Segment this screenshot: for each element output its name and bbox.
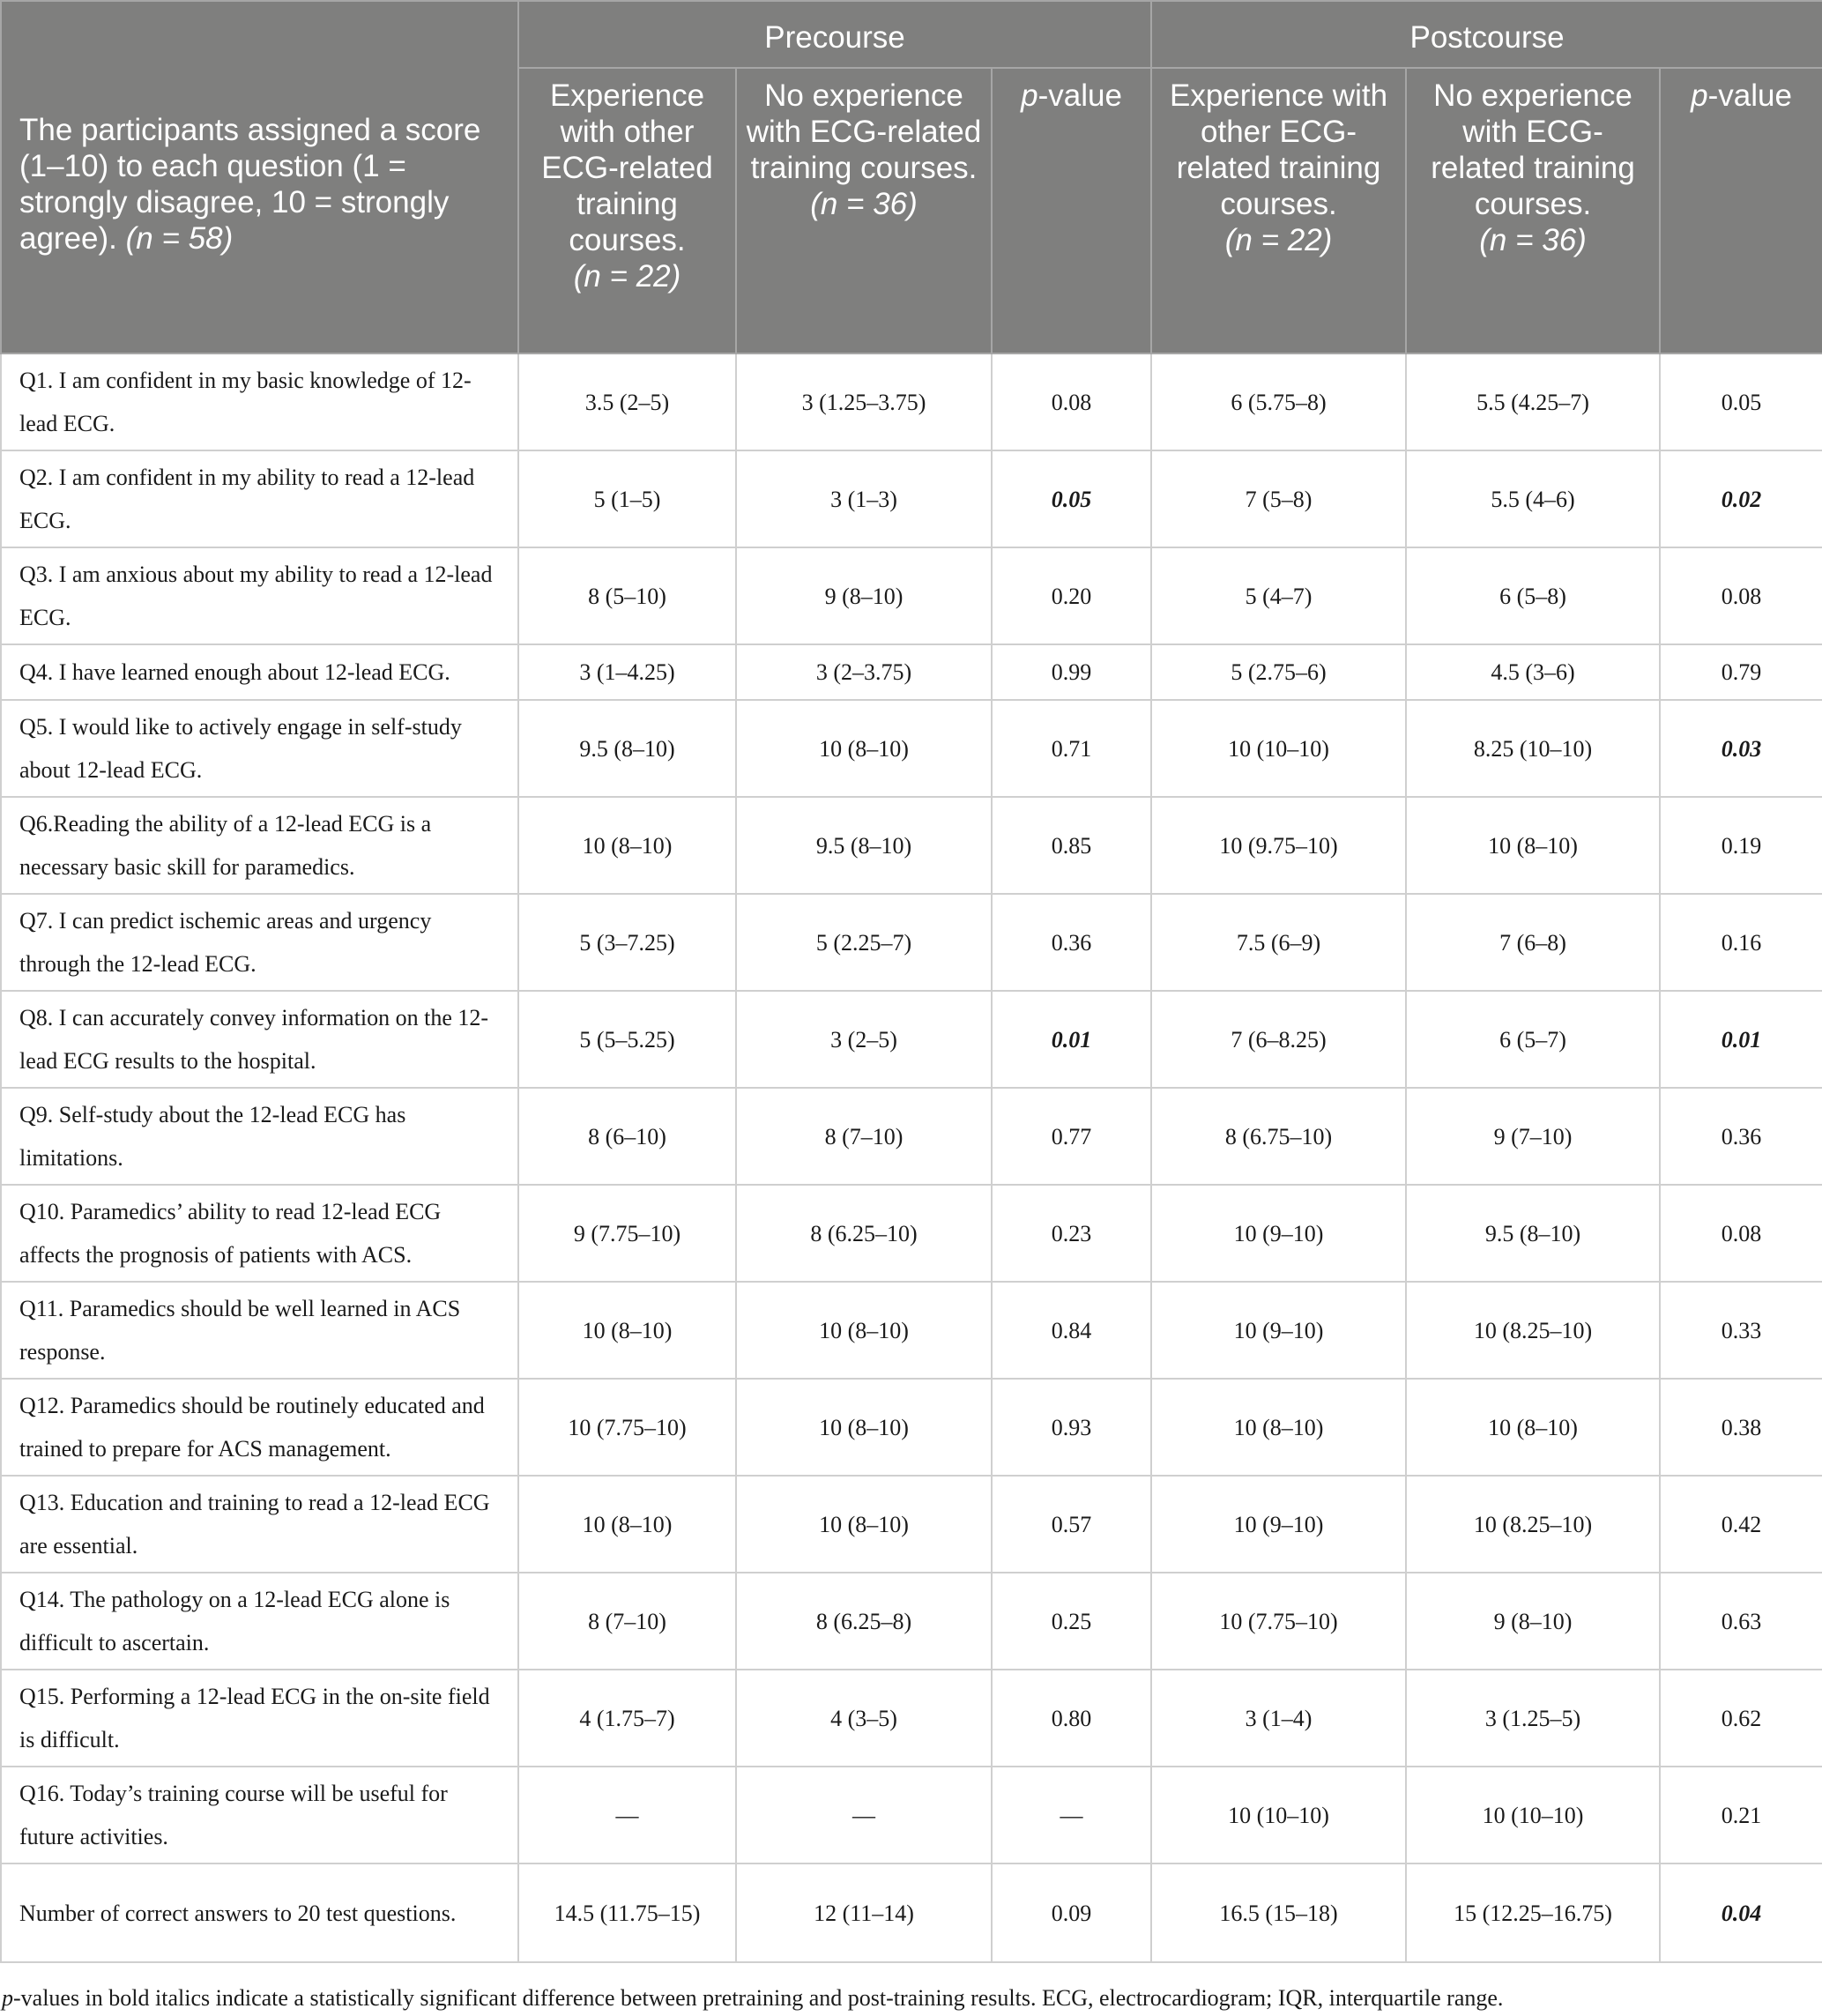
- pvalue-cell-significant: 0.05: [992, 450, 1151, 547]
- value-cell: 3.5 (2–5): [518, 353, 736, 450]
- pvalue-rest: -value: [1707, 78, 1792, 113]
- value-cell: 5 (4–7): [1151, 547, 1406, 644]
- pvalue-cell: 0.42: [1660, 1476, 1822, 1573]
- corner-header: [1, 1, 518, 353]
- pvalue-cell: 0.38: [1660, 1379, 1822, 1476]
- table-row: [1, 797, 1822, 894]
- col-header-pre-experience-n: (n = 22): [573, 259, 681, 294]
- pvalue-cell: 0.21: [1660, 1767, 1822, 1863]
- pvalue-cell: 0.57: [992, 1476, 1151, 1573]
- pvalue-cell: 0.08: [1660, 547, 1822, 644]
- col-header-post-pvalue: [1660, 68, 1822, 353]
- value-cell: —: [736, 1767, 992, 1863]
- question-cell: Q6.Reading the ability of a 12-lead ECG is a necessary basic skill for paramedics.: [1, 797, 518, 894]
- question-cell: Q5. I would like to actively engage in self-study about 12-lead ECG.: [1, 700, 518, 797]
- value-cell: 3 (1–3): [736, 450, 992, 547]
- pvalue-cell: 0.20: [992, 547, 1151, 644]
- value-cell: 10 (8–10): [518, 1282, 736, 1379]
- value-cell: 6 (5–8): [1406, 547, 1660, 644]
- value-cell: 3 (1–4.25): [518, 644, 736, 700]
- pvalue-cell-significant: 0.02: [1660, 450, 1822, 547]
- value-cell: 10 (8.25–10): [1406, 1476, 1660, 1573]
- table-row: [1, 1088, 1822, 1185]
- pvalue-cell: 0.80: [992, 1670, 1151, 1767]
- value-cell: 5 (2.75–6): [1151, 644, 1406, 700]
- pvalue-cell-significant: 0.03: [1660, 700, 1822, 797]
- value-cell: 5 (3–7.25): [518, 894, 736, 991]
- value-cell: 8 (5–10): [518, 547, 736, 644]
- question-cell: Q4. I have learned enough about 12-lead ECG.: [1, 644, 518, 700]
- col-header-post-no-experience: [1406, 68, 1660, 353]
- value-cell: 15 (12.25–16.75): [1406, 1863, 1660, 1962]
- value-cell: 8 (6.25–10): [736, 1185, 992, 1282]
- value-cell: 5 (1–5): [518, 450, 736, 547]
- col-header-post-no-experience-text: No experience with ECG-related training courses.: [1431, 78, 1635, 221]
- value-cell: 7 (5–8): [1151, 450, 1406, 547]
- table-row: [1, 1863, 1822, 1962]
- pvalue-cell-significant: 0.04: [1660, 1863, 1822, 1962]
- value-cell: 5 (2.25–7): [736, 894, 992, 991]
- pvalue-cell: 0.08: [1660, 1185, 1822, 1282]
- value-cell: 10 (10–10): [1406, 1767, 1660, 1863]
- corner-header-n: (n = 58): [125, 221, 234, 256]
- question-cell: Q11. Paramedics should be well learned in ACS response.: [1, 1282, 518, 1379]
- group-header-precourse: Precourse: [518, 1, 1151, 68]
- value-cell: 10 (8–10): [736, 700, 992, 797]
- value-cell: 10 (8–10): [518, 1476, 736, 1573]
- value-cell: 10 (8–10): [518, 797, 736, 894]
- value-cell: —: [518, 1767, 736, 1863]
- pvalue-cell: 0.08: [992, 353, 1151, 450]
- pvalue-cell: 0.85: [992, 797, 1151, 894]
- value-cell: 14.5 (11.75–15): [518, 1863, 736, 1962]
- pvalue-cell: 0.77: [992, 1088, 1151, 1185]
- pvalue-cell: 0.62: [1660, 1670, 1822, 1767]
- table-row: [1, 1379, 1822, 1476]
- value-cell: 3 (2–5): [736, 991, 992, 1088]
- value-cell: 3 (1.25–3.75): [736, 353, 992, 450]
- pvalue-cell: 0.05: [1660, 353, 1822, 450]
- table-row: [1, 1670, 1822, 1767]
- value-cell: 7 (6–8.25): [1151, 991, 1406, 1088]
- value-cell: 3 (2–3.75): [736, 644, 992, 700]
- pvalue-cell: 0.23: [992, 1185, 1151, 1282]
- pvalue-cell: 0.33: [1660, 1282, 1822, 1379]
- value-cell: 8 (6.25–8): [736, 1573, 992, 1670]
- question-cell: Q9. Self-study about the 12-lead ECG has limitations.: [1, 1088, 518, 1185]
- col-header-pre-experience: [518, 68, 736, 353]
- pvalue-cell-significant: 0.01: [1660, 991, 1822, 1088]
- value-cell: 4 (1.75–7): [518, 1670, 736, 1767]
- pvalue-cell: 0.25: [992, 1573, 1151, 1670]
- col-header-pre-no-experience-n: (n = 36): [810, 187, 918, 221]
- pvalue-cell: 0.36: [992, 894, 1151, 991]
- pvalue-cell: 0.99: [992, 644, 1151, 700]
- table-row: [1, 894, 1822, 991]
- question-cell: Q14. The pathology on a 12-lead ECG alone is difficult to ascertain.: [1, 1573, 518, 1670]
- table-row: [1, 353, 1822, 450]
- pvalue-cell: 0.84: [992, 1282, 1151, 1379]
- value-cell: 7 (6–8): [1406, 894, 1660, 991]
- pvalue-cell: 0.16: [1660, 894, 1822, 991]
- pvalue-cell: 0.71: [992, 700, 1151, 797]
- pvalue-p: p: [1691, 78, 1708, 113]
- col-header-pre-no-experience: [736, 68, 992, 353]
- table-row: [1, 991, 1822, 1088]
- value-cell: 9 (8–10): [1406, 1573, 1660, 1670]
- table-row: [1, 1476, 1822, 1573]
- table-body: [1, 353, 1822, 1962]
- table-footnote: [0, 1985, 1503, 2012]
- value-cell: 10 (9–10): [1151, 1185, 1406, 1282]
- question-cell: Q7. I can predict ischemic areas and urgency through the 12-lead ECG.: [1, 894, 518, 991]
- value-cell: 10 (8–10): [736, 1282, 992, 1379]
- table-row: [1, 700, 1822, 797]
- pvalue-cell-significant: 0.01: [992, 991, 1151, 1088]
- table-row: [1, 450, 1822, 547]
- value-cell: 10 (8–10): [736, 1476, 992, 1573]
- question-cell: Q1. I am confident in my basic knowledge of 12-lead ECG.: [1, 353, 518, 450]
- value-cell: 10 (8–10): [736, 1379, 992, 1476]
- value-cell: 8 (6.75–10): [1151, 1088, 1406, 1185]
- pvalue-cell: 0.93: [992, 1379, 1151, 1476]
- pvalue-cell: 0.63: [1660, 1573, 1822, 1670]
- question-cell: Q3. I am anxious about my ability to read a 12-lead ECG.: [1, 547, 518, 644]
- value-cell: 4.5 (3–6): [1406, 644, 1660, 700]
- value-cell: 6 (5–7): [1406, 991, 1660, 1088]
- value-cell: 5.5 (4.25–7): [1406, 353, 1660, 450]
- col-header-pre-experience-text: Experience with other ECG-related training courses.: [541, 78, 713, 257]
- value-cell: 9 (8–10): [736, 547, 992, 644]
- table-row: [1, 1573, 1822, 1670]
- footnote-text: -values in bold italics indicate a statistically significant difference between pretraining and post-training results. ECG, electrocardiogram; IQR, interquartile range.: [13, 1985, 1504, 2011]
- value-cell: 8.25 (10–10): [1406, 700, 1660, 797]
- value-cell: 10 (7.75–10): [1151, 1573, 1406, 1670]
- pvalue-p: p: [1021, 78, 1038, 113]
- value-cell: 10 (10–10): [1151, 700, 1406, 797]
- col-header-post-experience-n: (n = 22): [1224, 223, 1333, 257]
- value-cell: 4 (3–5): [736, 1670, 992, 1767]
- value-cell: 10 (9–10): [1151, 1282, 1406, 1379]
- value-cell: 9.5 (8–10): [518, 700, 736, 797]
- table-header: [1, 1, 1822, 353]
- value-cell: 9.5 (8–10): [1406, 1185, 1660, 1282]
- value-cell: 10 (10–10): [1151, 1767, 1406, 1863]
- pvalue-cell: —: [992, 1767, 1151, 1863]
- value-cell: 5.5 (4–6): [1406, 450, 1660, 547]
- value-cell: 8 (7–10): [736, 1088, 992, 1185]
- group-header-postcourse: Postcourse: [1151, 1, 1822, 68]
- pvalue-rest: -value: [1037, 78, 1122, 113]
- value-cell: 3 (1–4): [1151, 1670, 1406, 1767]
- table-row: [1, 1767, 1822, 1863]
- value-cell: 8 (7–10): [518, 1573, 736, 1670]
- col-header-post-experience-text: Experience with other ECG-related training courses.: [1169, 78, 1388, 221]
- pvalue-cell: 0.09: [992, 1863, 1151, 1962]
- question-cell: Number of correct answers to 20 test questions.: [1, 1863, 518, 1962]
- value-cell: 3 (1.25–5): [1406, 1670, 1660, 1767]
- value-cell: 10 (8–10): [1406, 797, 1660, 894]
- question-cell: Q13. Education and training to read a 12-lead ECG are essential.: [1, 1476, 518, 1573]
- value-cell: 9 (7–10): [1406, 1088, 1660, 1185]
- question-cell: Q15. Performing a 12-lead ECG in the on-site field is difficult.: [1, 1670, 518, 1767]
- value-cell: 10 (8–10): [1151, 1379, 1406, 1476]
- value-cell: 9.5 (8–10): [736, 797, 992, 894]
- corner-header-text: The participants assigned a score (1–10) to each question (1 = strongly disagree, 10 = strongly agree).: [19, 113, 481, 256]
- value-cell: 5 (5–5.25): [518, 991, 736, 1088]
- question-cell: Q10. Paramedics’ ability to read 12-lead ECG affects the prognosis of patients with ACS.: [1, 1185, 518, 1282]
- table-row: [1, 1282, 1822, 1379]
- col-header-pre-no-experience-text: No experience with ECG-related training courses.: [746, 78, 982, 185]
- pvalue-cell: 0.36: [1660, 1088, 1822, 1185]
- value-cell: 10 (8–10): [1406, 1379, 1660, 1476]
- table-row: [1, 644, 1822, 700]
- question-cell: Q2. I am confident in my ability to read a 12-lead ECG.: [1, 450, 518, 547]
- value-cell: 9 (7.75–10): [518, 1185, 736, 1282]
- pvalue-cell: 0.79: [1660, 644, 1822, 700]
- value-cell: 12 (11–14): [736, 1863, 992, 1962]
- col-header-post-no-experience-n: (n = 36): [1479, 223, 1587, 257]
- table-row: [1, 547, 1822, 644]
- question-cell: Q12. Paramedics should be routinely educated and trained to prepare for ACS management.: [1, 1379, 518, 1476]
- value-cell: 6 (5.75–8): [1151, 353, 1406, 450]
- col-header-pre-pvalue: [992, 68, 1151, 353]
- value-cell: 10 (7.75–10): [518, 1379, 736, 1476]
- value-cell: 16.5 (15–18): [1151, 1863, 1406, 1962]
- value-cell: 10 (9–10): [1151, 1476, 1406, 1573]
- col-header-post-experience: [1151, 68, 1406, 353]
- question-cell: Q16. Today’s training course will be useful for future activities.: [1, 1767, 518, 1863]
- question-cell: Q8. I can accurately convey information on the 12-lead ECG results to the hospital.: [1, 991, 518, 1088]
- value-cell: 10 (9.75–10): [1151, 797, 1406, 894]
- value-cell: 7.5 (6–9): [1151, 894, 1406, 991]
- value-cell: 8 (6–10): [518, 1088, 736, 1185]
- pvalue-cell: 0.19: [1660, 797, 1822, 894]
- value-cell: 10 (8.25–10): [1406, 1282, 1660, 1379]
- table-row: [1, 1185, 1822, 1282]
- footnote-p: p: [2, 1985, 13, 2011]
